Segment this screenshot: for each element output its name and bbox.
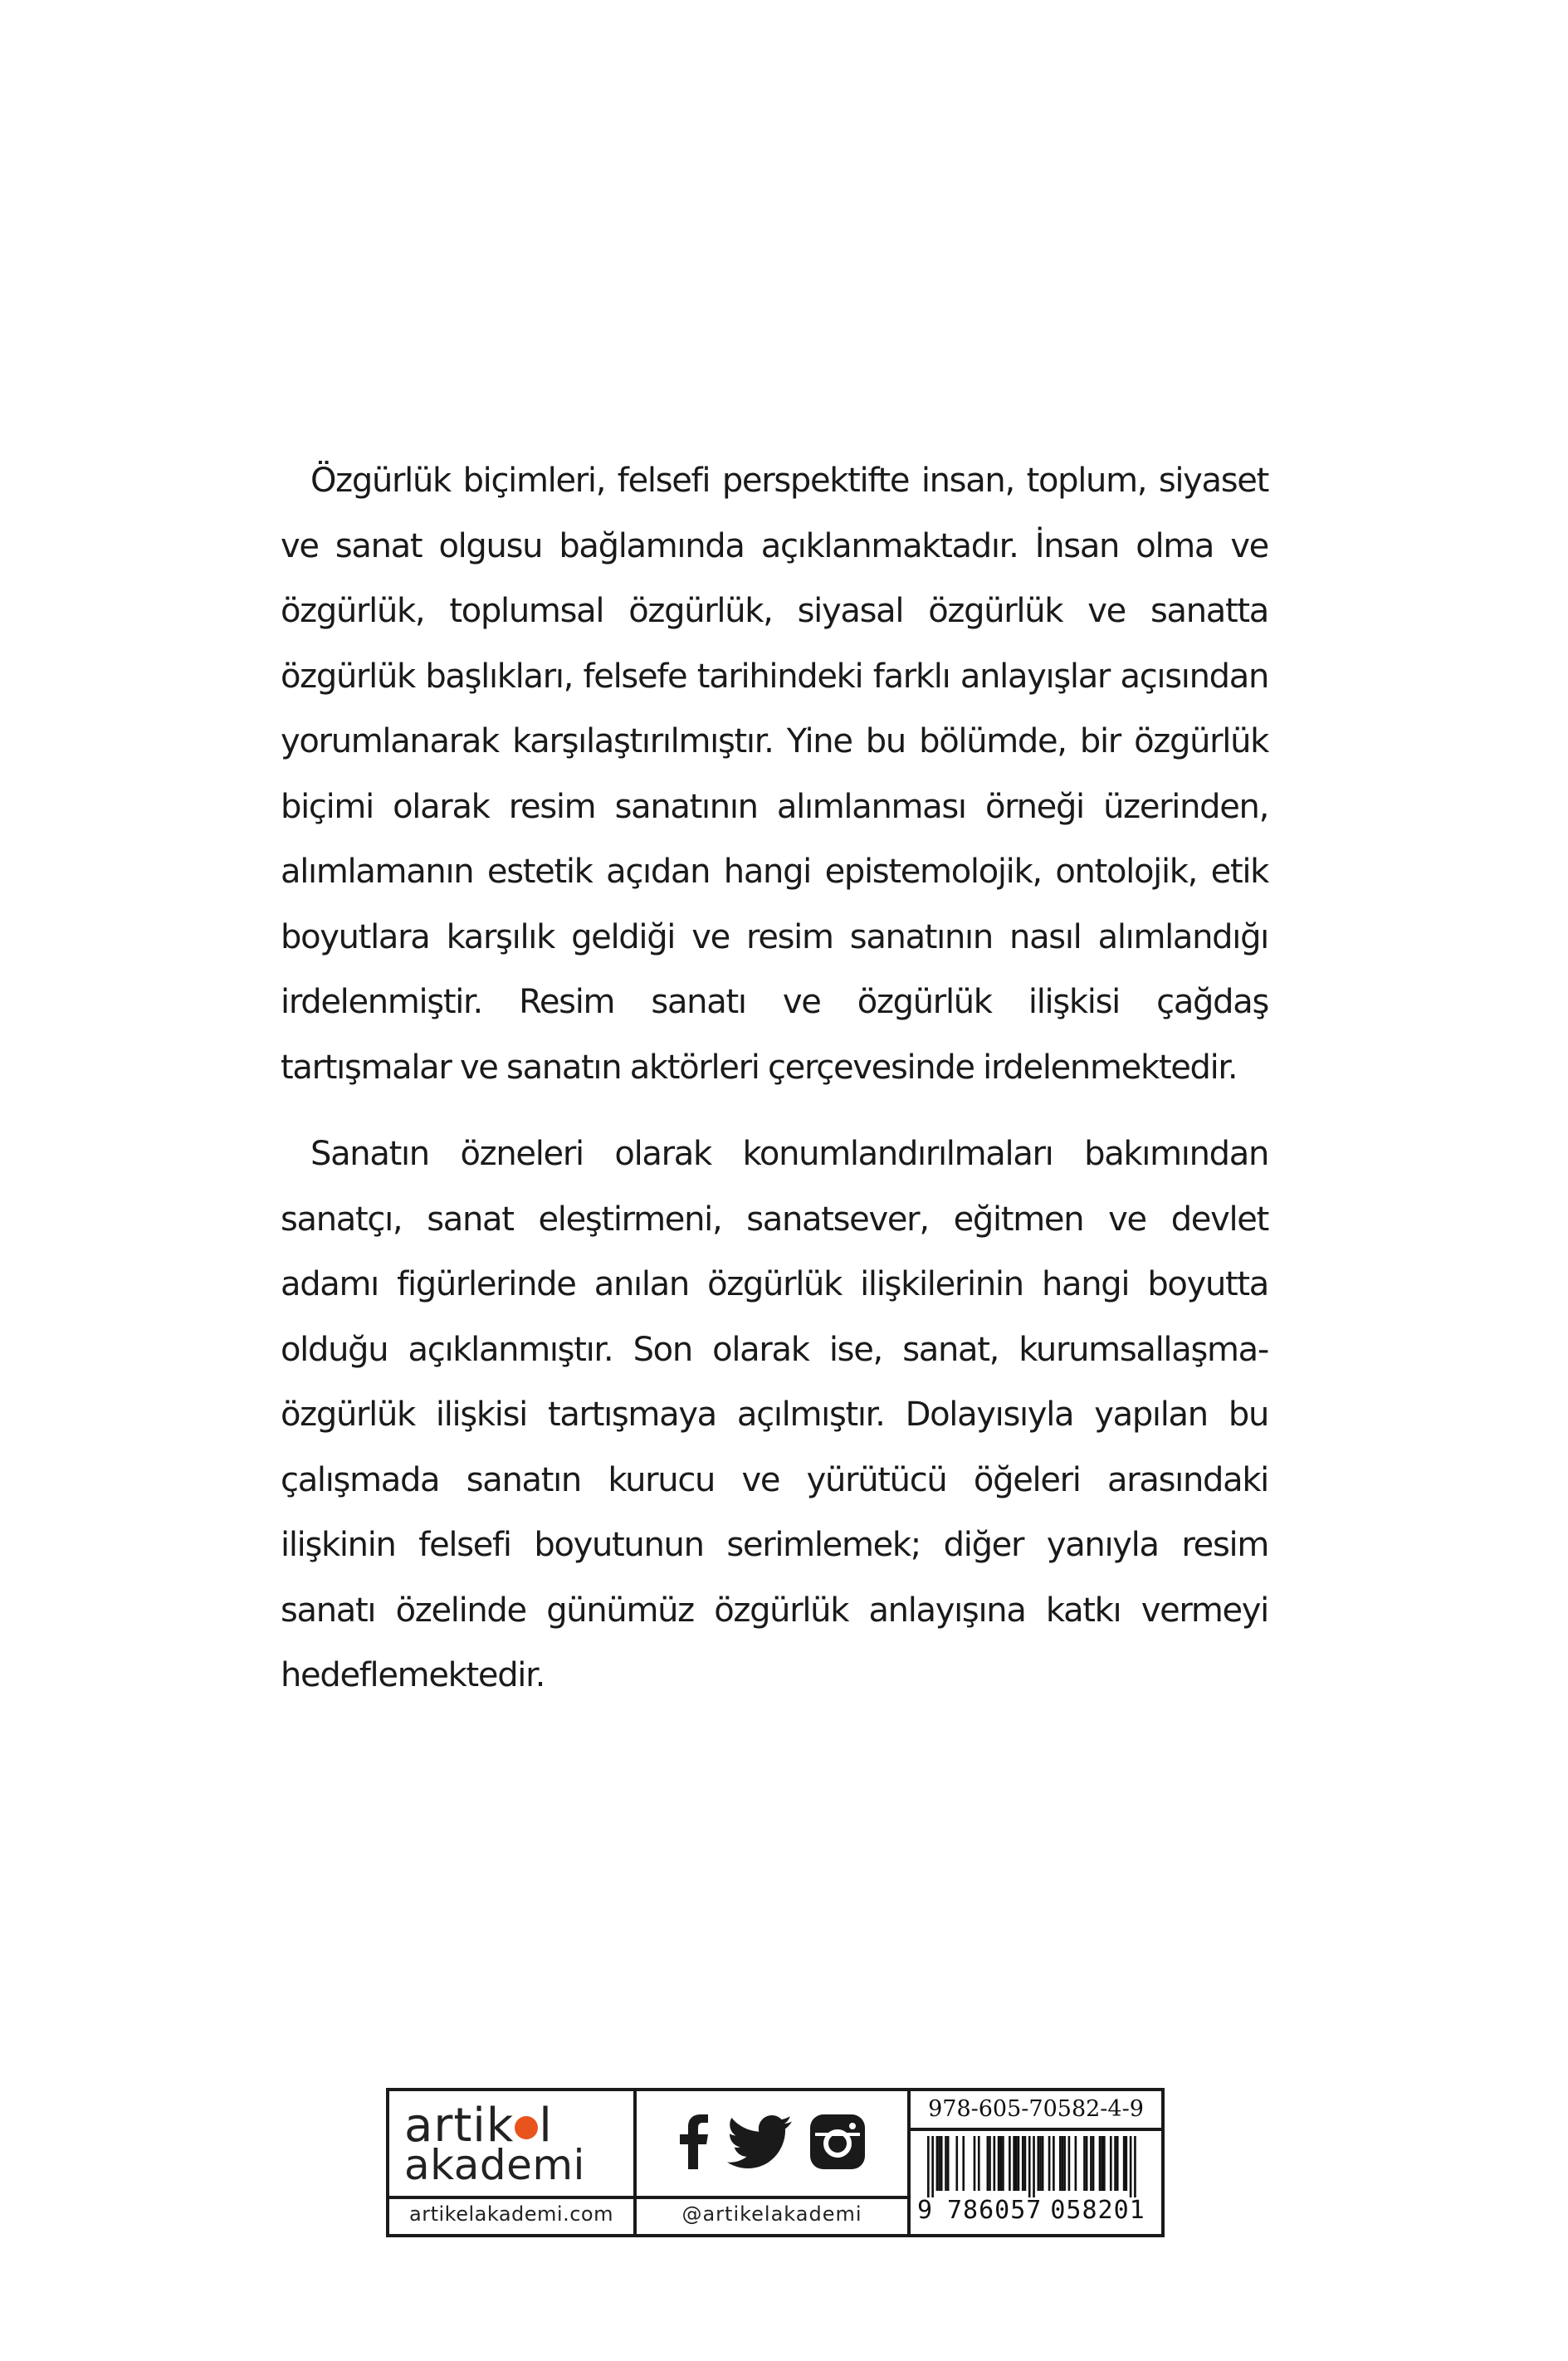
social-handle: @artikelakademi xyxy=(681,2202,862,2226)
barcode-bar xyxy=(1009,2136,1011,2191)
barcode-bar xyxy=(962,2136,965,2191)
logo-divider xyxy=(389,2196,633,2199)
barcode-bar xyxy=(940,2136,943,2191)
social-icons-row xyxy=(637,2113,907,2171)
barcode-bar xyxy=(945,2136,947,2191)
twitter-icon xyxy=(727,2115,792,2168)
blurb-paragraph-2: Sanatın özneleri olarak konumlandırılmaları bakımından sanatçı, sanat eleştirmeni, sanatsever, eğitmen ve devlet adamı figürlerinde anılan özgürlük ilişkilerinin hangi boyutta olduğu açıklanmıştır. Son olarak ise, sanat, kurumsallaşma-özgürlük ilişkisi tartışmaya açılmıştır. Dolayısıyla yapılan bu çalışmada sanatın kurucu ve yürütücü öğeleri arasındaki ilişkinin felsefi boyutunun serimlemek; diğer yanıyla resim sanatı özelinde günümüz özgürlük anlayışına katkı vermeyi hedeflemektedir. xyxy=(281,1135,1268,1694)
barcode-bar xyxy=(1062,2136,1064,2191)
barcode-bar xyxy=(989,2136,991,2191)
barcode-bar xyxy=(1114,2136,1116,2191)
barcode-bar xyxy=(1028,2136,1031,2197)
barcode-bar xyxy=(938,2136,940,2191)
barcode-bar xyxy=(1130,2136,1132,2197)
isbn-divider xyxy=(911,2128,1161,2131)
social-divider xyxy=(637,2196,907,2199)
barcode-bar xyxy=(1092,2136,1095,2191)
barcode-bar xyxy=(1022,2136,1024,2191)
barcode-bar xyxy=(1053,2136,1055,2191)
publisher-logo-bottom: akademi xyxy=(404,2141,585,2189)
back-cover-blurb xyxy=(281,448,1268,1708)
barcode-bar xyxy=(999,2136,1002,2191)
barcode-bar xyxy=(1039,2136,1042,2191)
social-cell xyxy=(637,2091,911,2234)
barcode-bar xyxy=(931,2136,934,2197)
isbn-cell xyxy=(911,2091,1161,2234)
barcode-bar xyxy=(1086,2136,1088,2191)
barcode-bar xyxy=(1059,2136,1062,2191)
barcode-bar xyxy=(1134,2136,1136,2197)
barcode-bar xyxy=(1110,2136,1112,2191)
barcode-bar xyxy=(1101,2136,1103,2191)
barcode-digits xyxy=(917,2196,1145,2225)
barcode-bar xyxy=(927,2136,930,2197)
publisher-logo-cell xyxy=(389,2091,637,2234)
barcode-icon xyxy=(927,2136,1136,2197)
logo-text-l: l xyxy=(539,2099,553,2153)
isbn-number: 978-605-70582-4-9 xyxy=(928,2096,1144,2122)
barcode-bar xyxy=(1126,2136,1128,2191)
barcode-bar xyxy=(1015,2136,1018,2191)
logo-text-artik: artik xyxy=(404,2099,515,2153)
barcode-first-digit: 9 xyxy=(917,2196,934,2225)
barcode-bar xyxy=(1103,2136,1106,2191)
barcode-bar xyxy=(1013,2136,1015,2191)
barcode-bar xyxy=(978,2136,980,2191)
barcode-bar xyxy=(1075,2136,1077,2191)
barcode-bar xyxy=(955,2136,958,2191)
barcode-bar xyxy=(1024,2136,1027,2191)
barcode-bar xyxy=(947,2136,950,2191)
barcode-bar xyxy=(974,2136,976,2191)
blurb-paragraph-1: Özgürlük biçimleri, felsefi perspektifte insan, toplum, siyaset ve sanat olgusu bağlamında açıklanmaktadır. İnsan olma ve özgürlük, toplumsal özgürlük, siyasal özgürlük ve sanatta özgürlük başlıkları, felsefe tarihindeki farklı anlayışlar açısından yorumlanarak karşılaştırılmıştır. Yine bu bölümde, bir özgürlük biçimi olarak resim sanatının alımlanması örneği üzerinden, alımlamanın estetik açıdan hangi epistemolojik, ontolojik, etik boyutlara karşılık geldiği ve resim sanatının nasıl alımlandığı irdelenmiştir. Resim sanatı ve özgürlük ilişkisi çağdaş tartışmalar ve sanatın aktörleri çerçevesinde irdelenmektedir. xyxy=(281,462,1268,1087)
barcode-bar xyxy=(1063,2136,1066,2191)
barcode-right-digits: 058201 xyxy=(1050,2196,1145,2225)
barcode-bar xyxy=(1033,2136,1035,2197)
publisher-website: artikelakademi.com xyxy=(409,2202,613,2226)
barcode-bar xyxy=(936,2136,939,2191)
barcode-bar xyxy=(1002,2136,1004,2191)
logo-dot-icon xyxy=(515,2116,538,2139)
barcode-bar xyxy=(1123,2136,1126,2191)
facebook-icon xyxy=(679,2114,709,2169)
barcode-bar xyxy=(987,2136,989,2191)
publisher-info-box xyxy=(386,2088,1165,2237)
barcode-bar xyxy=(1038,2136,1040,2191)
barcode-bar xyxy=(1083,2136,1086,2191)
barcode-bar xyxy=(1018,2136,1020,2191)
barcode-bar xyxy=(1048,2136,1051,2191)
barcode-bar xyxy=(1116,2136,1119,2191)
barcode-bar xyxy=(1042,2136,1044,2191)
barcode-bar xyxy=(1099,2136,1102,2191)
barcode-bar xyxy=(1068,2136,1071,2191)
barcode-left-digits: 786057 xyxy=(947,2196,1043,2225)
barcode-bar xyxy=(1090,2136,1092,2191)
instagram-icon xyxy=(810,2114,865,2169)
barcode-bar xyxy=(998,2136,1000,2191)
barcode-bar xyxy=(994,2136,996,2191)
